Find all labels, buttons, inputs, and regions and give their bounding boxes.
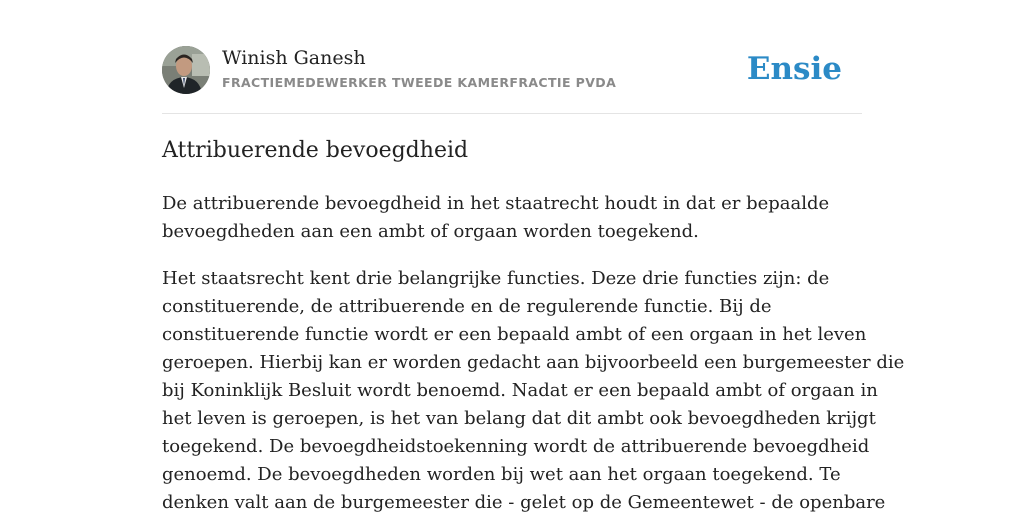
author-name[interactable]: Winish Ganesh: [222, 47, 366, 69]
text-line: Het staatsrecht kent drie belangrijke functies. Deze drie functies zijn: de: [162, 268, 830, 289]
article-body: [162, 190, 905, 512]
text-line: bij Koninklijk Besluit wordt benoemd. Nadat er een bepaald ambt of orgaan in: [162, 380, 878, 401]
brand-logo[interactable]: Ensie: [746, 51, 842, 87]
article-title: Attribuerende bevoegdheid: [162, 138, 469, 163]
text-line: genoemd. De bevoegdheden worden bij wet aan het orgaan toegekend. Te: [162, 464, 841, 485]
article-paragraph: [162, 265, 905, 512]
text-line: constituerende functie wordt er een bepaald ambt of een orgaan in het leven: [162, 324, 867, 345]
author-photo-icon: [162, 46, 210, 94]
avatar[interactable]: [162, 46, 210, 94]
text-line: het leven is geroepen, is het van belang dat dit ambt ook bevoegdheden krijgt: [162, 408, 876, 429]
text-line: bevoegdheden aan een ambt of orgaan worden toegekend.: [162, 221, 699, 242]
article-paragraph: [162, 190, 862, 246]
author-role: FRACTIEMEDEWERKER TWEEDE KAMERFRACTIE PVDA: [222, 75, 617, 90]
author-header: [162, 46, 862, 96]
text-line: denken valt aan de burgemeester die - gelet op de Gemeentewet - de openbare: [162, 492, 886, 512]
header-divider: [162, 113, 862, 114]
text-line: De attribuerende bevoegdheid in het staatrecht houdt in dat er bepaalde: [162, 193, 830, 214]
text-line: toegekend. De bevoegdheidstoekenning wordt de attribuerende bevoegdheid: [162, 436, 870, 457]
text-line: geroepen. Hierbij kan er worden gedacht aan bijvoorbeeld een burgemeester die: [162, 352, 905, 373]
text-line: constituerende, de attribuerende en de regulerende functie. Bij de: [162, 296, 772, 317]
